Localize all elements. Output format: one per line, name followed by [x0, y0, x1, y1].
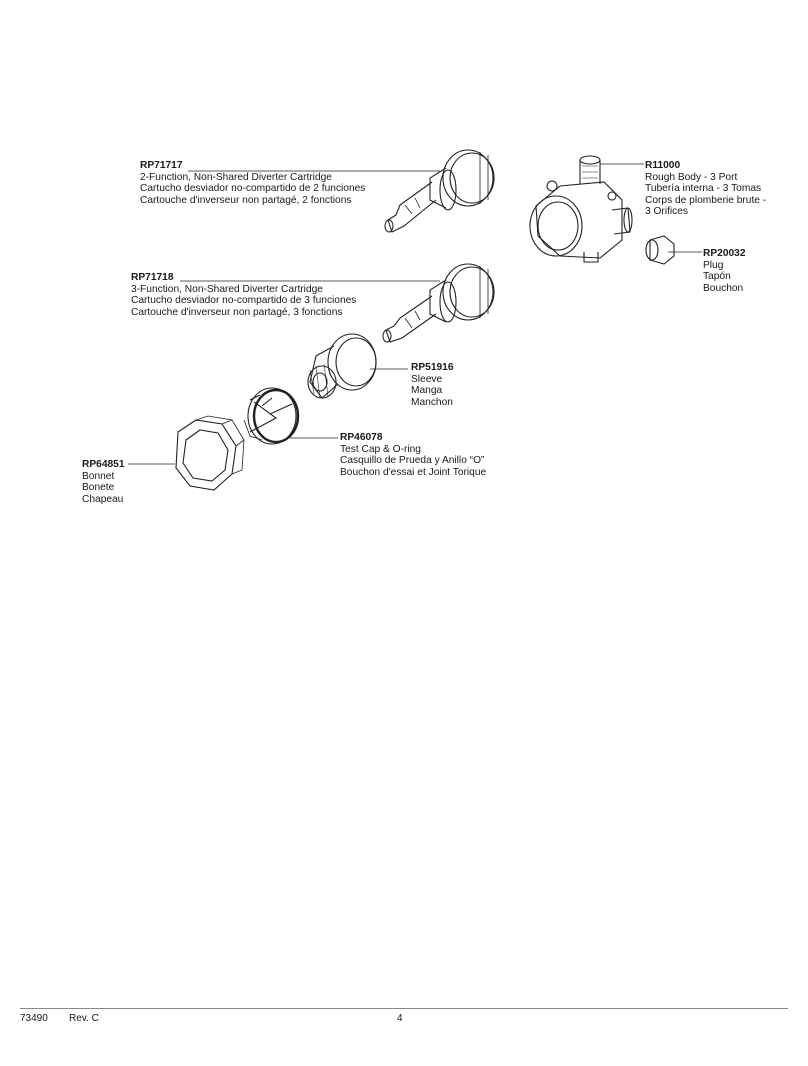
- rough-body-drawing: [530, 156, 632, 262]
- page-number: 4: [397, 1013, 403, 1024]
- description-fr-cont: 3 Orifices: [645, 206, 689, 218]
- label-rp64851: [82, 459, 124, 505]
- description-es: Casquillo de Prueda y Anillo “O”: [340, 455, 485, 467]
- part-number: RP51916: [411, 362, 454, 373]
- part-number: RP71717: [140, 160, 183, 171]
- description-fr: Corps de plomberie brute -: [645, 194, 767, 206]
- label-rp71718: [131, 272, 356, 318]
- doc-number: 73490: [20, 1013, 48, 1024]
- description-fr: Bouchon: [703, 282, 744, 294]
- description-es: Tubería interna - 3 Tomas: [645, 183, 762, 195]
- page-footer: [20, 1008, 788, 1024]
- cartridge-2-function-drawing: [385, 150, 494, 232]
- description-fr: Cartouche d'inverseur non partagé, 2 fonctions: [140, 194, 352, 206]
- part-number: RP71718: [131, 272, 174, 283]
- revision: Rev. C: [69, 1013, 99, 1024]
- description-es: Cartucho desviador no-compartido de 2 funciones: [140, 183, 366, 195]
- description-en: 2-Function, Non-Shared Diverter Cartridge: [140, 171, 332, 183]
- sleeve-drawing: [308, 334, 376, 398]
- description-en: Test Cap & O-ring: [340, 443, 421, 455]
- description-fr: Manchon: [411, 396, 453, 408]
- label-rp71717: [140, 160, 365, 206]
- description-fr: Chapeau: [82, 493, 124, 505]
- label-rp20032: [703, 248, 745, 294]
- description-es: Tapón: [703, 271, 731, 283]
- part-number: RP20032: [703, 248, 746, 259]
- bonnet-drawing: [176, 416, 244, 490]
- label-r11000: [645, 160, 766, 218]
- part-number: R11000: [645, 160, 681, 171]
- test-cap-drawing: [244, 388, 298, 444]
- description-en: 3-Function, Non-Shared Diverter Cartridge: [131, 283, 323, 295]
- description-en: Sleeve: [411, 373, 443, 385]
- description-es: Cartucho desviador no-compartido de 3 funciones: [131, 295, 357, 307]
- part-number: RP64851: [82, 459, 125, 470]
- label-rp51916: [411, 362, 453, 408]
- cartridge-3-function-drawing: [383, 264, 494, 342]
- part-number: RP46078: [340, 432, 383, 443]
- description-fr: Cartouche d'inverseur non partagé, 3 fonctions: [131, 306, 343, 318]
- plug-drawing: [646, 236, 674, 264]
- description-en: Rough Body - 3 Port: [645, 171, 738, 183]
- description-en: Bonnet: [82, 470, 115, 482]
- description-es: Manga: [411, 385, 443, 397]
- description-en: Plug: [703, 259, 724, 271]
- description-es: Bonete: [82, 482, 115, 494]
- label-rp46078: [340, 432, 486, 478]
- description-fr: Bouchon d'essai et Joint Torique: [340, 466, 487, 478]
